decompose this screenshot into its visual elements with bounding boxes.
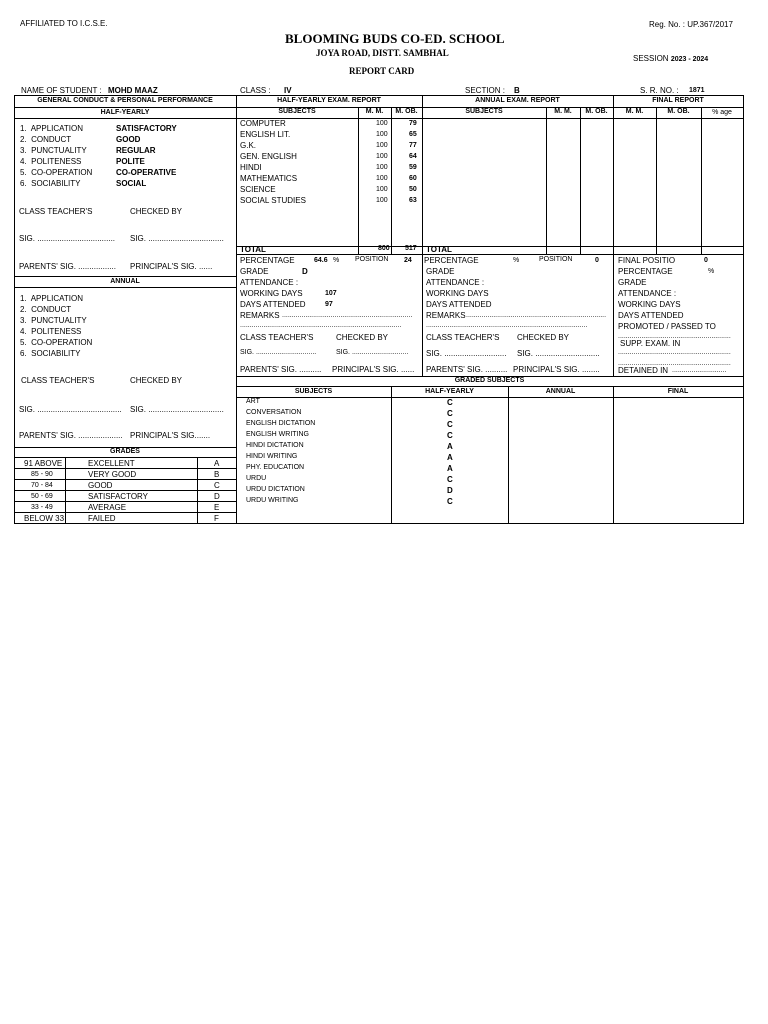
- subject-name: SOCIAL STUDIES: [240, 196, 306, 205]
- half-yearly-grade: D: [302, 267, 308, 276]
- parents-signature: PARENTS' SIG. .................: [19, 262, 116, 271]
- half-yearly-checked-by-sig: SIG. .............................: [336, 349, 409, 356]
- grade-description: FAILED: [88, 514, 116, 523]
- half-yearly-total-label: TOTAL: [240, 245, 266, 254]
- annual-parents-sig: PARENTS' SIG. ..........: [426, 365, 508, 374]
- checked-by-signature: SIG. ..................................: [130, 405, 224, 414]
- conduct-item: 3. PUNCTUALITY: [20, 146, 87, 155]
- final-supp-exam-label: SUPP. EXAM. IN: [620, 339, 681, 348]
- subject-marks-obtained: 59: [409, 164, 417, 171]
- half-yearly-remarks-line: ...................................................................: [282, 312, 413, 319]
- annual-days-attended-label: DAYS ATTENDED: [426, 300, 492, 309]
- final-dotted-line: ..........................................................: [618, 360, 731, 367]
- subject-name: HINDI: [240, 163, 262, 172]
- conduct-value: GOOD: [116, 135, 141, 144]
- final-title: FINAL REPORT: [652, 97, 704, 104]
- annual-working-days-label: WORKING DAYS: [426, 289, 489, 298]
- subject-marks-obtained: 64: [409, 153, 417, 160]
- final-supp-line: ..........................................................: [618, 349, 731, 356]
- graded-col-final: FINAL: [667, 388, 689, 395]
- half-yearly-class-teacher-label: CLASS TEACHER'S: [240, 333, 314, 342]
- graded-subject-name: PHY. EDUCATION: [246, 464, 305, 471]
- class-label: CLASS :: [240, 86, 271, 95]
- half-yearly-percentage-label: PERCENTAGE: [240, 256, 295, 265]
- half-yearly-parents-sig: PARENTS' SIG. ..........: [240, 365, 322, 374]
- annual-col-mm: M. M.: [554, 108, 572, 115]
- subject-max-marks: 100: [376, 175, 388, 182]
- graded-subject-name: ENGLISH DICTATION: [246, 420, 316, 427]
- annual-col-subjects: SUBJECTS: [465, 108, 503, 115]
- half-yearly-total-mob: 517: [405, 245, 417, 252]
- annual-attendance-label: ATTENDANCE :: [426, 278, 485, 287]
- subject-name: ENGLISH LIT.: [240, 130, 291, 139]
- final-percentage-label: PERCENTAGE: [618, 267, 673, 276]
- class-teacher-label: CLASS TEACHER'S: [21, 376, 95, 385]
- final-grade-label: GRADE: [618, 278, 647, 287]
- annual-grade-label: GRADE: [426, 267, 455, 276]
- conduct-value: POLITE: [116, 157, 145, 166]
- half-yearly-col-mm: M. M.: [365, 108, 384, 115]
- grades-title: GRADES: [110, 448, 140, 455]
- graded-subject-half-grade: A: [447, 442, 453, 451]
- grade-description: EXCELLENT: [88, 459, 135, 468]
- subject-marks-obtained: 60: [409, 175, 417, 182]
- half-yearly-working-days-label: WORKING DAYS: [240, 289, 303, 298]
- grade-letter: D: [214, 492, 220, 501]
- conduct-value: CO-OPERATIVE: [116, 168, 177, 177]
- half-yearly-days-attended: 97: [325, 301, 333, 308]
- grade-letter: B: [214, 470, 220, 479]
- grade-range: 50 - 69: [31, 493, 53, 500]
- annual-remarks-label: REMARKS: [426, 311, 466, 320]
- annual-principal-sig: PRINCIPAL'S SIG. ........: [513, 365, 600, 374]
- annual-class-teacher-label: CLASS TEACHER'S: [426, 333, 500, 342]
- conduct-item: 6. SOCIABILITY: [20, 179, 81, 188]
- class-teacher-signature: SIG. ......................................: [19, 405, 122, 414]
- grade-description: GOOD: [88, 481, 113, 490]
- graded-subject-name: ENGLISH WRITING: [246, 431, 310, 438]
- half-yearly-total-mm: 800: [378, 245, 390, 252]
- checked-by-label: CHECKED BY: [130, 376, 183, 385]
- graded-subject-half-grade: D: [447, 486, 453, 495]
- conduct-value: SOCIAL: [116, 179, 147, 188]
- graded-subjects-title: GRADED SUBJECTS: [454, 377, 525, 384]
- final-attendance-label: ATTENDANCE :: [618, 289, 677, 298]
- registration-number: Reg. No. : UP.367/2017: [649, 20, 733, 29]
- grade-letter: C: [214, 481, 220, 490]
- graded-subject-half-grade: C: [447, 409, 453, 418]
- subject-marks-obtained: 77: [409, 142, 417, 149]
- conduct-item: 4. POLITENESS: [20, 327, 82, 336]
- graded-subject-name: URDU: [246, 475, 267, 482]
- subject-marks-obtained: 79: [409, 120, 417, 127]
- half-yearly-attendance-label: ATTENDANCE :: [240, 278, 299, 287]
- half-yearly-col-subjects: SUBJECTS: [278, 108, 316, 115]
- subject-max-marks: 100: [376, 120, 388, 127]
- document-title: REPORT CARD: [349, 66, 415, 76]
- graded-subject-half-grade: C: [447, 475, 453, 484]
- half-yearly-title: HALF-YEARLY EXAM. REPORT: [277, 97, 381, 104]
- graded-subject-half-grade: C: [447, 431, 453, 440]
- grade-letter: F: [214, 514, 219, 523]
- annual-percentage-label: PERCENTAGE: [424, 256, 479, 265]
- final-position: 0: [704, 257, 708, 264]
- annual-total-label: TOTAL: [426, 245, 452, 254]
- percent-sign: %: [708, 268, 715, 275]
- graded-col-half-yearly: HALF-YEARLY: [425, 388, 474, 395]
- half-yearly-class-teacher-sig: SIG. ...............................: [240, 349, 317, 356]
- annual-dotted-line: ...................................................................................: [426, 322, 588, 329]
- final-position-label: FINAL POSITIO: [618, 256, 676, 265]
- annual-checked-by-sig: SIG. .............................: [517, 349, 600, 358]
- half-yearly-working-days: 107: [325, 290, 337, 297]
- principal-signature: PRINCIPAL'S SIG.......: [130, 431, 211, 440]
- percent-sign: %: [333, 257, 340, 264]
- graded-subject-half-grade: C: [447, 420, 453, 429]
- parents-signature: PARENTS' SIG. ....................: [19, 431, 123, 440]
- percent-sign: %: [513, 257, 520, 264]
- final-detained-label: DETAINED IN: [618, 366, 669, 375]
- subject-max-marks: 100: [376, 164, 388, 171]
- conduct-item: 5. CO-OPERATION: [20, 338, 93, 347]
- half-yearly-position: 24: [404, 257, 412, 264]
- affiliation: AFFILIATED TO I.C.S.E.: [20, 19, 108, 28]
- conduct-item: 6. SOCIABILITY: [20, 349, 81, 358]
- subject-marks-obtained: 50: [409, 186, 417, 193]
- graded-subject-name: HINDI DICTATION: [246, 442, 304, 449]
- grade-letter: A: [214, 459, 220, 468]
- final-promoted-label: PROMOTED / PASSED TO: [618, 322, 716, 331]
- subject-name: SCIENCE: [240, 185, 276, 194]
- grade-range: 70 - 84: [31, 482, 53, 489]
- sr-no-label: S. R. NO. :: [640, 86, 679, 95]
- grade-letter: E: [214, 503, 220, 512]
- annual-col-mob: M. OB.: [585, 108, 608, 115]
- class-value: IV: [284, 86, 292, 95]
- session: [633, 54, 708, 63]
- session-value: 2023 - 2024: [670, 56, 709, 63]
- half-yearly-remarks-label: REMARKS: [240, 311, 280, 320]
- session-label: SESSION: [633, 54, 669, 63]
- subject-max-marks: 100: [376, 186, 388, 193]
- school-name: BLOOMING BUDS CO-ED. SCHOOL: [285, 31, 505, 46]
- conduct-value: REGULAR: [116, 146, 156, 155]
- final-working-days-label: WORKING DAYS: [618, 300, 681, 309]
- conduct-annual-label: ANNUAL: [110, 278, 140, 285]
- half-yearly-grade-label: GRADE: [240, 267, 269, 276]
- grade-range: 91 ABOVE: [24, 459, 63, 468]
- conduct-item: 2. CONDUCT: [20, 305, 72, 314]
- conduct-item: 4. POLITENESS: [20, 157, 82, 166]
- graded-col-subjects: SUBJECTS: [294, 388, 333, 395]
- half-yearly-days-attended-label: DAYS ATTENDED: [240, 300, 306, 309]
- final-col-percent-age: % age: [712, 109, 732, 116]
- graded-subject-half-grade: A: [447, 453, 453, 462]
- conduct-item: 3. PUNCTUALITY: [20, 316, 87, 325]
- subject-max-marks: 100: [376, 131, 388, 138]
- graded-subject-name: URDU WRITING: [246, 497, 299, 504]
- subject-name: COMPUTER: [240, 119, 286, 128]
- conduct-item: 2. CONDUCT: [20, 135, 72, 144]
- annual-title: ANNUAL EXAM. REPORT: [475, 97, 560, 104]
- half-yearly-position-label: POSITION: [355, 256, 389, 263]
- graded-subject-half-grade: C: [447, 497, 453, 506]
- principal-signature: PRINCIPAL'S SIG. ......: [130, 262, 213, 271]
- annual-class-teacher-sig: SIG. ............................: [426, 349, 507, 358]
- graded-subject-name: HINDI WRITING: [246, 453, 298, 460]
- subject-max-marks: 100: [376, 142, 388, 149]
- final-col-mob: M. OB.: [667, 108, 690, 115]
- half-yearly-dotted-line: ...................................................................................: [240, 322, 402, 329]
- sr-no-value: 1871: [689, 87, 705, 94]
- annual-remarks-line: ........................................................................: [466, 312, 607, 319]
- checked-by-signature: SIG. ..................................: [130, 234, 224, 243]
- annual-position: 0: [595, 257, 599, 264]
- section-value: B: [514, 86, 520, 95]
- subject-marks-obtained: 65: [409, 131, 417, 138]
- subject-max-marks: 100: [376, 153, 388, 160]
- conduct-item: 1. APPLICATION: [20, 294, 83, 303]
- half-yearly-principal-sig: PRINCIPAL'S SIG. ......: [332, 365, 415, 374]
- school-address: JOYA ROAD, DISTT. SAMBHAL: [316, 48, 449, 58]
- conduct-item: 5. CO-OPERATION: [20, 168, 93, 177]
- conduct-half-yearly-label: HALF-YEARLY: [100, 109, 150, 116]
- grade-description: SATISFACTORY: [88, 492, 149, 501]
- graded-col-annual: ANNUAL: [545, 388, 576, 395]
- subject-name: MATHEMATICS: [240, 174, 298, 183]
- graded-subject-name: ART: [246, 398, 260, 405]
- class-teacher-label: CLASS TEACHER'S: [19, 207, 93, 216]
- subject-name: G.K.: [240, 141, 257, 150]
- conduct-item: 1. APPLICATION: [20, 124, 83, 133]
- final-promoted-line: ..........................................................: [618, 333, 731, 340]
- graded-subject-name: URDU DICTATION: [246, 486, 305, 493]
- checked-by-label: CHECKED BY: [130, 207, 183, 216]
- grade-range: 85 - 90: [31, 471, 53, 478]
- grade-description: AVERAGE: [88, 503, 127, 512]
- conduct-value: SATISFACTORY: [116, 124, 177, 133]
- final-col-mm: M. M.: [625, 108, 644, 115]
- grade-range: BELOW 33: [24, 514, 65, 523]
- graded-subject-name: CONVERSATION: [246, 409, 302, 416]
- grade-range: 33 - 49: [31, 504, 53, 511]
- subject-max-marks: 100: [376, 197, 388, 204]
- final-days-attended-label: DAYS ATTENDED: [618, 311, 684, 320]
- student-name: MOHD MAAZ: [108, 86, 158, 95]
- class-teacher-signature: SIG. ...................................: [19, 234, 116, 243]
- final-detained-line: ............................: [672, 367, 727, 374]
- section-label: SECTION :: [465, 86, 506, 95]
- subject-marks-obtained: 63: [409, 197, 417, 204]
- annual-position-label: POSITION: [539, 256, 573, 263]
- subject-name: GEN. ENGLISH: [240, 152, 297, 161]
- annual-checked-by-label: CHECKED BY: [517, 333, 570, 342]
- grade-description: VERY GOOD: [88, 470, 137, 479]
- half-yearly-checked-by-label: CHECKED BY: [336, 333, 389, 342]
- graded-subject-half-grade: A: [447, 464, 453, 473]
- half-yearly-col-mob: M. OB.: [395, 108, 418, 115]
- half-yearly-percentage: 64.6: [314, 257, 328, 264]
- conduct-title: GENERAL CONDUCT & PERSONAL PERFORMANCE: [37, 97, 213, 104]
- graded-subject-half-grade: C: [447, 398, 453, 407]
- student-name-label: NAME OF STUDENT :: [21, 86, 102, 95]
